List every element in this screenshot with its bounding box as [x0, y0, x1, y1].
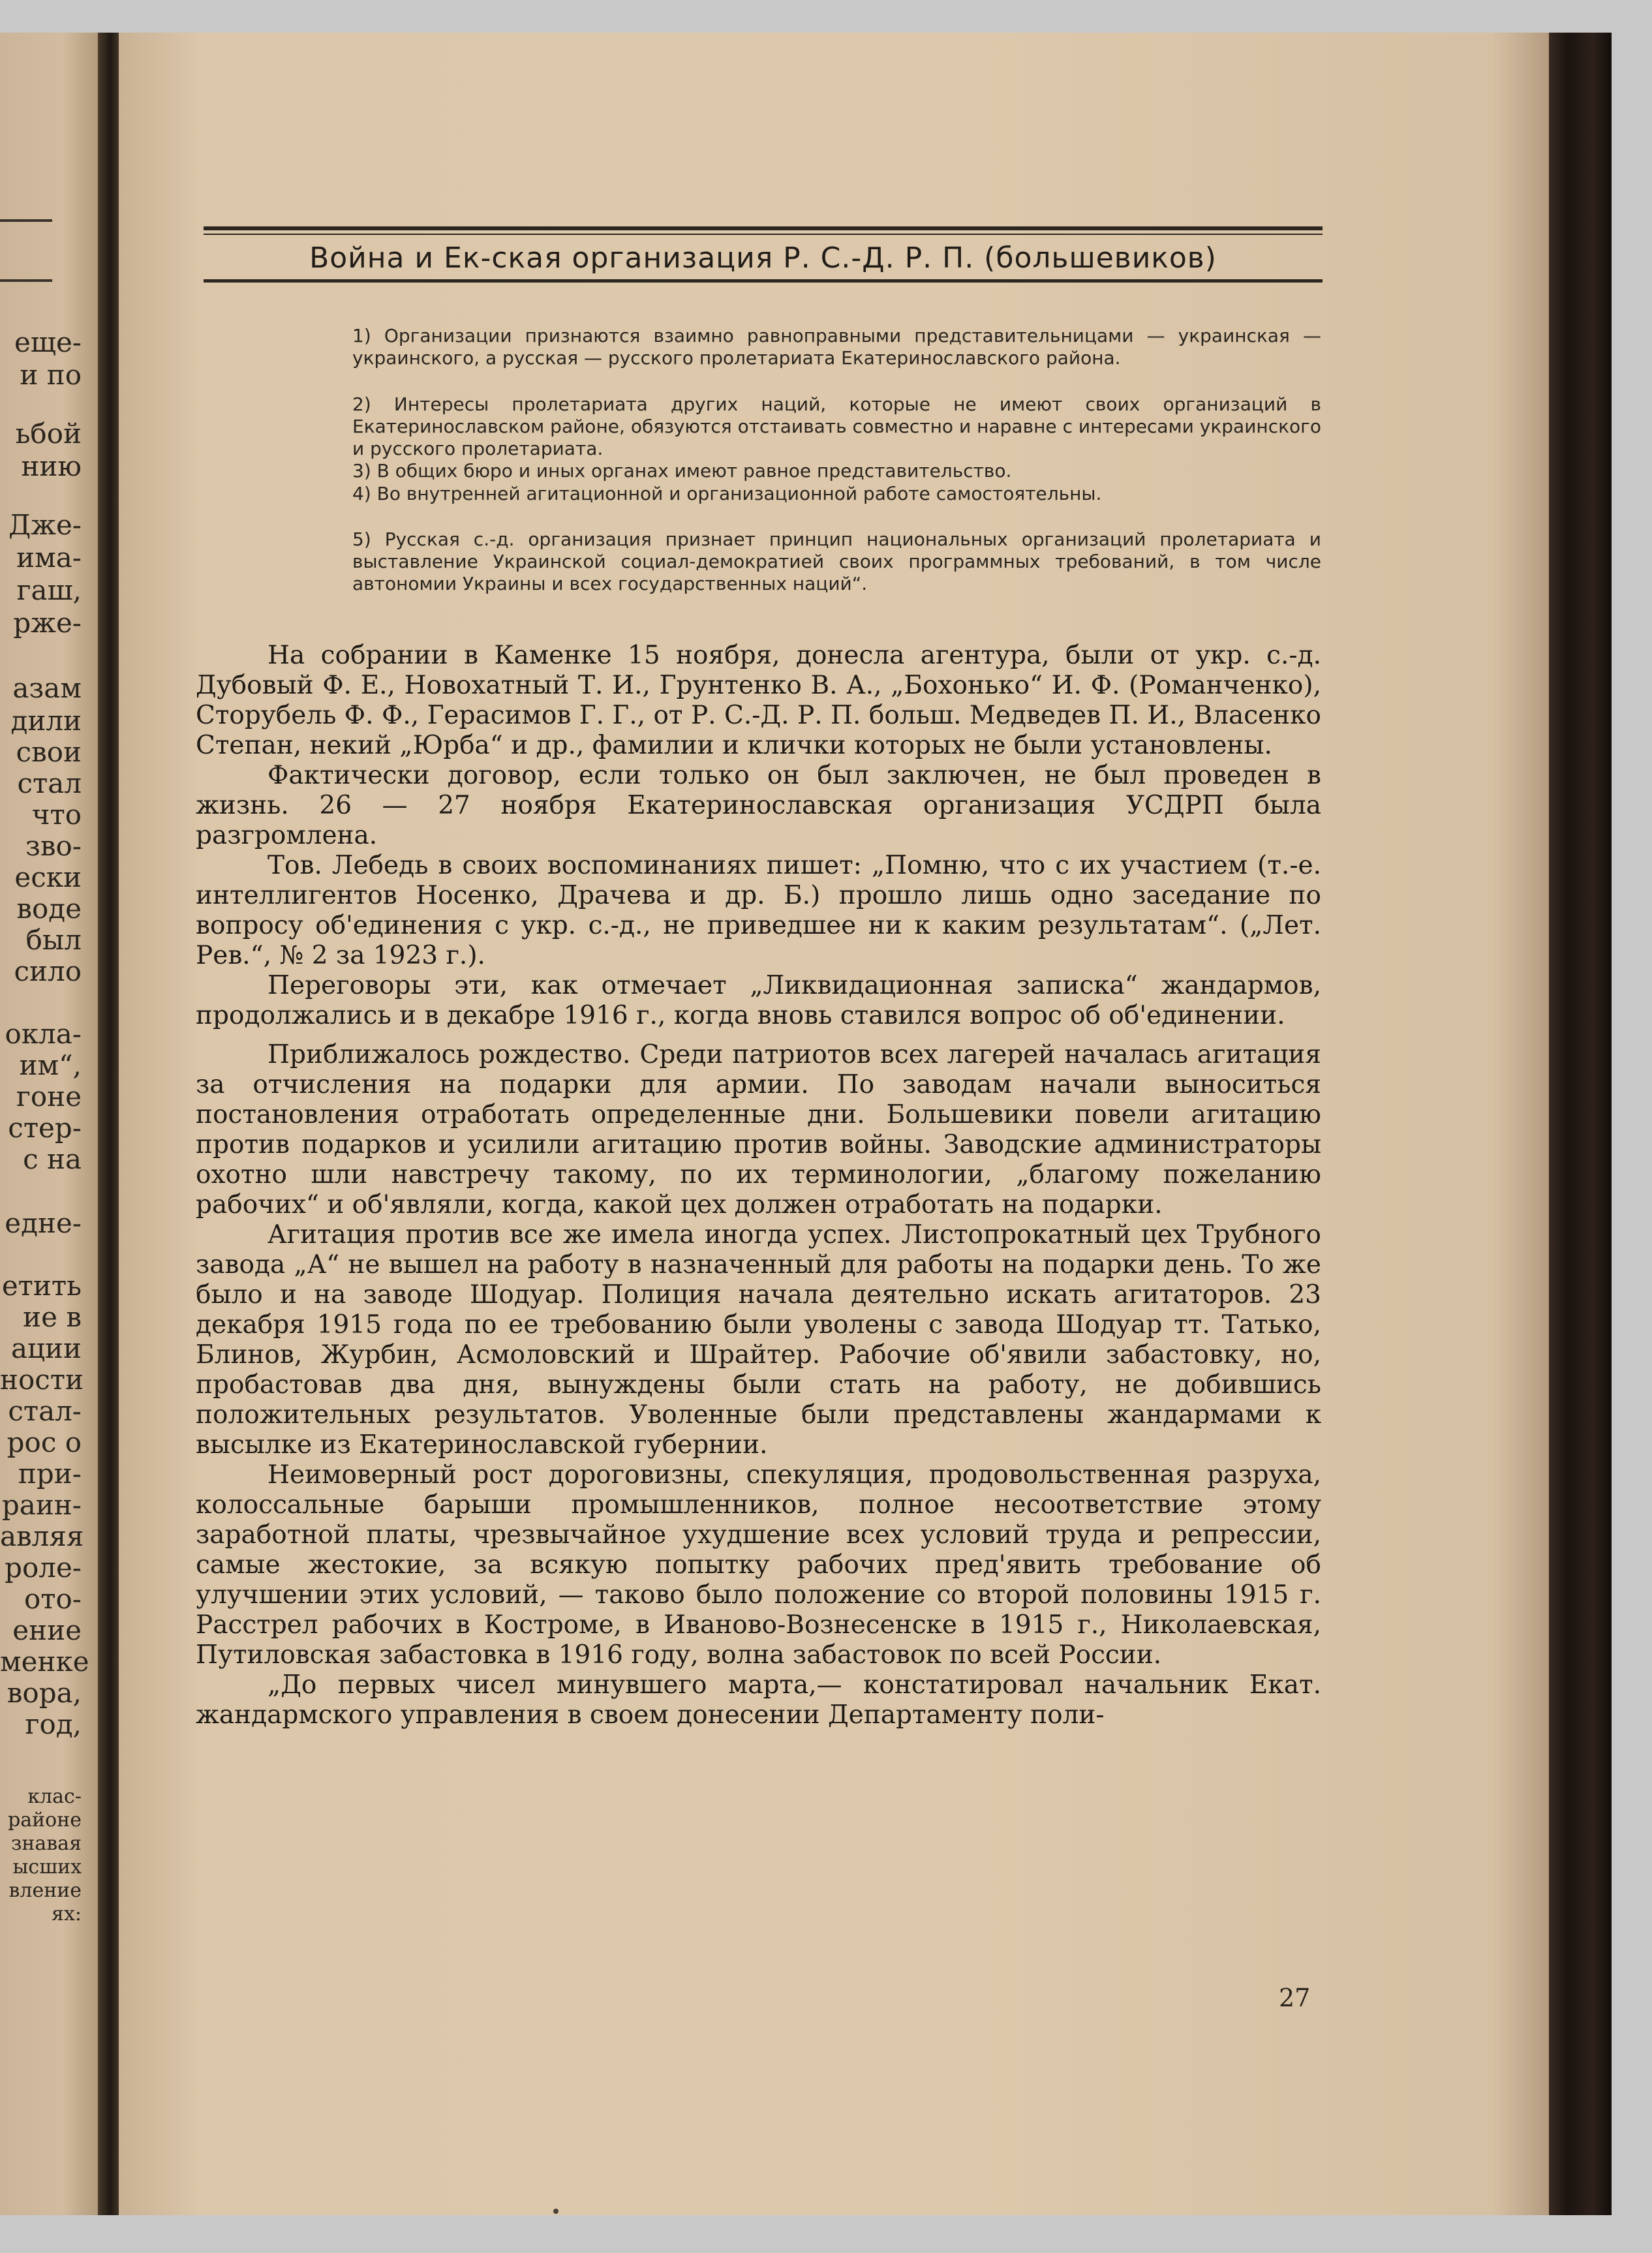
quote-point	[274, 529, 1321, 595]
left-fragment: има-	[16, 542, 82, 574]
paragraph: На собрании в Каменке 15 ноября, донесла агентура, были от укр. с.-д. Дубовый Ф. Е., Новохатный Т. И., Грунтенко В. А., „Бохонько“ И. Ф. (Романченко), Сторубель Ф. Ф., Герасимов Г. Г., от Р. С.-Д. Р. П. больш. Медведев П. И., Власенко Степан, некий „Юрба“ и др., фамилии и клички которых не были установлены.	[196, 641, 1321, 760]
left-fragment: стер-	[8, 1112, 82, 1144]
left-fragment: зво-	[25, 830, 82, 862]
left-fragment: едне-	[5, 1207, 82, 1239]
left-fragment: ие в	[23, 1301, 82, 1333]
left-fragment: сило	[14, 955, 82, 987]
left-fragment: стал	[17, 767, 82, 799]
left-fragment: нию	[21, 450, 82, 482]
left-fragment: дили	[10, 705, 82, 737]
left-fragment: авляя	[0, 1520, 84, 1552]
left-fragment: ещe-	[14, 326, 82, 358]
paragraph: Тов. Лебедь в своих воспоминаниях пишет: „Помню, что с их участием (т.-е. интеллигентов Носенко, Драчева и др. Б.) прошло лишь одно заседание по вопросу об'единения с укр. с.-д., не приведшее ни к каким результатам“. („Лет. Рев.“, № 2 за 1923 г.).	[196, 851, 1321, 970]
left-fragment: менке	[0, 1646, 89, 1678]
left-fragment: окла-	[5, 1018, 82, 1050]
quote-point	[274, 483, 1321, 505]
header-rule	[204, 279, 1323, 283]
left-fragment-small: клас-	[27, 1785, 82, 1808]
left-fragment: год,	[25, 1708, 82, 1740]
left-fragment: ески	[14, 861, 82, 893]
book-cover-edge	[1549, 33, 1612, 2215]
quote-point-text: 4) Во внутренней агитационной и организационной работе самостоятельны.	[352, 483, 1102, 504]
left-fragment: Дже-	[8, 509, 82, 541]
body-text	[196, 641, 1321, 1730]
quote-point	[274, 460, 1321, 482]
left-fragment: стал-	[8, 1395, 82, 1427]
left-fragment: етить	[1, 1270, 82, 1302]
paper-speck	[553, 2209, 558, 2214]
left-fragment-small: ысших	[12, 1856, 82, 1878]
left-fragment: ение	[12, 1614, 82, 1646]
left-fragment: рже-	[13, 607, 82, 639]
quote-point-text: 5) Русская с.-д. организация признает принцип национальных организаций пролетариата и выставление Украинской социал-демократией своих программных требований, в том числе автономии Украины и всех государственных наций“.	[352, 529, 1321, 594]
left-fragment: раин-	[1, 1489, 82, 1521]
left-fragment: ности	[0, 1364, 84, 1396]
header-rule	[204, 234, 1323, 235]
left-fragment: свои	[16, 736, 82, 768]
left-page-rule	[0, 219, 52, 222]
paragraph: Переговоры эти, как отмечает „Ликвидационная записка“ жандармов, продолжались и в декабре 1916 г., когда вновь ставился вопрос об об'единении.	[196, 971, 1321, 1030]
left-fragment-small: ях:	[52, 1903, 82, 1925]
quote-point-text: 2) Интересы пролетариата других наций, которые не имеют своих организаций в Екатеринославском районе, обязуются отстаивать совместно и наравне с интересами украинского и русского пролетариата.	[352, 393, 1321, 459]
left-fragment: азам	[12, 672, 82, 704]
left-fragment: вора,	[7, 1677, 82, 1709]
quote-point-text: 1) Организации признаются взаимно равноправными представительницами — украинская — украинского, а русская — русского пролетариата Екатеринославского района.	[352, 325, 1321, 369]
left-fragment: ьбой	[15, 418, 82, 450]
left-fragment: был	[25, 924, 82, 956]
left-fragment: и по	[20, 359, 82, 391]
left-fragment: гоне	[16, 1081, 82, 1112]
paragraph: Фактически договор, если только он был заключен, не был проведен в жизнь. 26 — 27 ноября Екатеринославская организация УСДРП была разгромлена.	[196, 761, 1321, 850]
left-fragment: гаш,	[16, 574, 82, 606]
left-fragment-small: вление	[8, 1879, 82, 1902]
left-page-edge	[0, 33, 114, 2215]
left-fragment: ото-	[24, 1583, 82, 1615]
left-fragment-small: районе	[8, 1809, 82, 1832]
left-page-rule	[0, 279, 52, 282]
left-fragment: ации	[10, 1332, 82, 1364]
header-rule	[204, 226, 1323, 230]
left-fragment: им“,	[19, 1049, 82, 1081]
page-number: 27	[1279, 1984, 1311, 2012]
quote-point	[274, 325, 1321, 369]
left-fragment: рос о	[7, 1426, 82, 1458]
left-fragment: что	[31, 799, 82, 831]
paragraph: „До первых чисел минувшего марта,— констатировал начальник Екат. жандармского управления в своем донесении Департаменту поли-	[196, 1670, 1321, 1730]
left-fragment: при-	[18, 1458, 82, 1490]
left-fragment: с на	[23, 1143, 82, 1175]
paragraph: Неимоверный рост дороговизны, спекуляция, продовольственная разруха, колоссальные барыши промышленников, полное несоответствие этому заработной платы, чрезвычайное ухудшение всех условий труда и репрессии, самые жестокие, за всякую попытку рабочих пред'явить требование об улучшении этих условий, — таково было положение со второй половины 1915 г. Расстрел рабочих в Костроме, в Иваново-Вознесенске в 1915 г., Николаевская, Путиловская забастовка в 1916 году, волна забастовок по всей России.	[196, 1460, 1321, 1670]
running-header: Война и Ек-ская организация Р. С.-Д. Р. П. (большевиков)	[309, 241, 1217, 275]
book-scan	[0, 33, 1612, 2215]
paragraph: Агитация против все же имела иногда успех. Листопрокатный цех Трубного завода „А“ не вышел на работу в назначенный для работы на подарки день. То же было и на заводе Шодуар. Полиция начала деятельно искать агитаторов. 23 декабря 1915 года по ее требованию были уволены с завода Шодуар тт. Татько, Блинов, Журбин, Асмоловский и Шрайтер. Рабочие об'явили забастовку, но, пробастовав два дня, вынуждены были стать на работу, не добившись положительных результатов. Уволенные были представлены жандармами к высылке из Екатеринославской губернии.	[196, 1220, 1321, 1460]
left-fragment: воде	[16, 893, 82, 925]
quote-point-text: 3) В общих бюро и иных органах имеют равное представительство.	[352, 460, 1012, 482]
left-fragment: роле-	[5, 1552, 82, 1584]
left-fragment-small: знавая	[11, 1832, 82, 1855]
quote-point	[274, 393, 1321, 460]
paragraph: Приближалось рождество. Среди патриотов всех лагерей началась агитация за отчисления на подарки для армии. По заводам начали выноситься постановления отработать определенные дни. Большевики повели агитацию против подарков и усилили агитацию против войны. Заводские администраторы охотно шли навстречу такому, по их терминологии, „благому пожеланию рабочих“ и об'являли, когда, какой цех должен отработать на подарки.	[196, 1040, 1321, 1219]
